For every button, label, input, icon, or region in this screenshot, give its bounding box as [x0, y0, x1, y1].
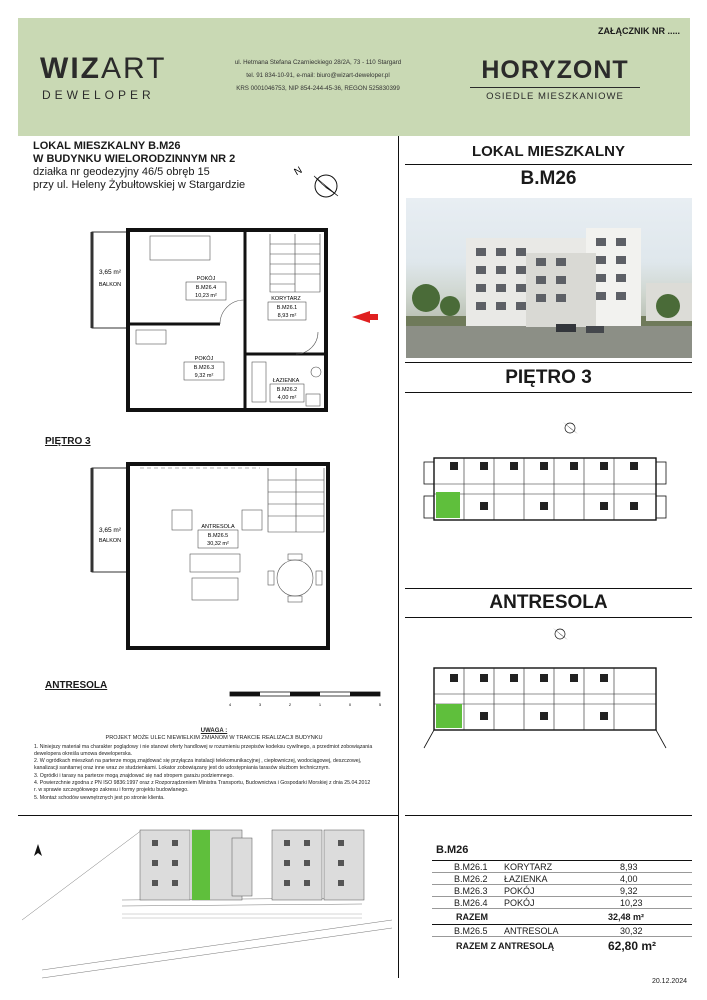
- wizart-logo: [40, 52, 166, 102]
- logo-main-light: ART: [100, 52, 167, 85]
- unit-line4: przy ul. Heleny Żybułtowskiej w Stargardzie: [33, 179, 246, 191]
- divider-right-1: [405, 362, 692, 363]
- table-row-mezz: [432, 925, 692, 937]
- note-line: 2. W ogródkach mieszkań na parterze mogą znajdować się przyłącza instalacji telekomunikacyjnej , ciepłowniczej, wodociągowej, deszczowej,: [34, 758, 362, 765]
- table-row: [432, 897, 692, 909]
- row-code: B.M26.2: [454, 873, 488, 884]
- unit-line3: działka nr geodezyjny 46/5 obręb 15: [33, 166, 210, 178]
- row-code: B.M26.1: [454, 861, 488, 872]
- room-antresola-code: B.M26.5: [207, 533, 229, 539]
- document-date: 20.12.2024: [651, 978, 687, 985]
- divider-right-3: [405, 588, 692, 589]
- room-lazienka-name: ŁAZIENKA: [272, 378, 300, 384]
- row-code: B.M26.4: [454, 897, 488, 908]
- room-antresola-name: ANTRESOLA: [201, 524, 235, 530]
- unit-line2: W BUDYNKU WIELORODZINNYM NR 2: [33, 153, 236, 165]
- site-building-highlight: [192, 830, 210, 900]
- scale-tick-2: 2: [288, 702, 292, 707]
- contact-address: ul. Hetmana Stefana Czarnieckiego 28/2A, 73 - 110 Stargard: [234, 59, 402, 66]
- keyplan-floor3-highlight: [436, 492, 460, 518]
- horyzont-logo: [470, 56, 640, 102]
- right-title: LOKAL MIESZKALNY: [471, 143, 626, 160]
- balcony-area-mezz: 3,65 m²: [98, 527, 122, 534]
- balcony-label-mezz: BALKON: [98, 538, 122, 544]
- divider-right-top: [405, 164, 692, 165]
- table-row: [432, 885, 692, 897]
- table-sum-row: [432, 909, 692, 925]
- row-name: POKÓJ: [504, 885, 535, 896]
- north-letter: N: [292, 164, 305, 179]
- brand-sub: OSIEDLE MIESZKANIOWE: [470, 87, 640, 102]
- area-table: [432, 840, 692, 955]
- logo-main-bold: WIZ: [40, 52, 101, 85]
- contact-info: [218, 56, 418, 95]
- row-name: KORYTARZ: [504, 861, 553, 872]
- row-area: 9,32: [620, 885, 638, 896]
- divider-right-2: [405, 392, 692, 393]
- building-render: [406, 198, 692, 358]
- divider-right-4: [405, 617, 692, 618]
- north-arrow-icon: [292, 162, 342, 206]
- note-line: r. w sprawie szczegółowego zakresu i formy projektu budowlanego.: [34, 787, 189, 794]
- row-area: 8,93: [620, 861, 638, 872]
- notes-subtitle: PROJEKT MOŻE ULEC NIEWIELKIM ZMIANOM W TRAKCIE REALIZACJI BUDYNKU: [105, 735, 323, 742]
- room-pokoj-b-name: POKÓJ: [194, 356, 214, 362]
- table-total-row: [432, 937, 692, 955]
- total-value: 62,80 m²: [608, 939, 657, 953]
- right-floor3: PIĘTRO 3: [505, 367, 592, 388]
- note-line: kanalizacji sanitarnej oraz inne wraz ze studzienkami. Lokator zobowiązany jest do udostępniania tarasów służbom technicznym.: [34, 765, 330, 772]
- divider-right-bottom: [405, 815, 692, 816]
- unit-line1: LOKAL MIESZKALNY B.M26: [33, 140, 181, 152]
- sum-value: 32,48 m²: [608, 911, 645, 922]
- divider-vertical: [398, 136, 399, 978]
- attachment-label: ZAŁĄCZNIK NR .....: [598, 26, 680, 36]
- note-line: 4. Powierzchnie zgodna z PN ISO 9836:1997 oraz z Rozporządzeniem Ministra Transportu, Budownictwa i Gospodarki Morskiej z dnia 25.04.2012: [34, 780, 371, 787]
- sum-label: RAZEM: [456, 911, 488, 922]
- room-lazienka-code: B.M26.2: [276, 387, 298, 393]
- notes-title: UWAGA :: [200, 728, 228, 734]
- table-row: [432, 861, 692, 873]
- scale-tick-4: 0: [348, 702, 352, 707]
- floor3-label: PIĘTRO 3: [45, 436, 91, 447]
- row-area: 10,23: [620, 897, 643, 908]
- divider-left-bottom: [18, 815, 398, 816]
- room-pokoj-b-area: 9,32 m²: [194, 373, 214, 379]
- balcony-area-top: 3,65 m²: [98, 269, 122, 276]
- mezz-label: ANTRESOLA: [45, 680, 108, 691]
- room-korytarz-area: 8,93 m²: [277, 313, 297, 319]
- room-pokoj-b-code: B.M26.3: [193, 365, 215, 371]
- unit-description: [33, 140, 245, 192]
- mezzanine-plan: [80, 458, 380, 658]
- total-label: RAZEM Z ANTRESOLĄ: [456, 941, 555, 951]
- row-name: ŁAZIENKA: [504, 873, 548, 884]
- keyplan-floor3: [420, 418, 670, 546]
- site-plan: [22, 820, 396, 980]
- keyplan-mezzanine: [420, 624, 670, 754]
- contact-phone: tel. 91 834-10-91, e-mail: biuro@wizart-deweloper.pl: [246, 72, 390, 79]
- scale-tick-5: 5: [378, 702, 382, 707]
- note-line: dewelopera określa umowa deweloperska.: [34, 750, 133, 757]
- floor3-plan: [80, 222, 380, 434]
- keyplan-mezz-highlight: [436, 704, 462, 728]
- row-name: POKÓJ: [504, 897, 535, 908]
- room-lazienka-area: 4,00 m²: [277, 395, 297, 401]
- room-korytarz-name: KORYTARZ: [271, 296, 301, 302]
- note-line: 5. Montaż schodów wewnętrznych jest po stronie klienta.: [34, 794, 165, 801]
- brand-title: HORYZONT: [481, 56, 629, 84]
- room-pokoj-a-area: 10,23 m²: [195, 293, 217, 299]
- mezz-name: ANTRESOLA: [504, 925, 559, 936]
- note-line: 1. Niniejszy materiał ma charakter poglądowy i nie stanowi oferty handlowej w rozumieniu przepisów kodeksu cywilnego, a przedmiot zobowiązania: [34, 743, 373, 750]
- scale-tick-1: 3: [258, 702, 262, 707]
- scale-tick-3: 1: [318, 702, 322, 707]
- scale-bar: [226, 688, 388, 710]
- room-antresola-area: 30,32 m²: [207, 541, 229, 547]
- header-banner: [18, 18, 690, 136]
- row-area: 4,00: [620, 873, 638, 884]
- balcony-label-top: BALKON: [98, 282, 122, 288]
- note-line: 3. Ogródki i tarasy na parterze mogą znajdować się nad stropem garażu podziemnego.: [34, 772, 234, 779]
- mezz-code: B.M26.5: [454, 925, 488, 936]
- mezz-area: 30,32: [620, 925, 643, 936]
- right-code: B.M26: [520, 168, 577, 189]
- table-head: B.M26: [432, 840, 692, 861]
- room-pokoj-a-name: POKÓJ: [196, 276, 216, 282]
- room-pokoj-a-code: B.M26.4: [195, 285, 217, 291]
- contact-ids: KRS 0001046753, NIP 854-244-45-36, REGON 525830399: [236, 85, 400, 92]
- logo-sub: DEWELOPER: [42, 88, 155, 102]
- row-code: B.M26.3: [454, 885, 488, 896]
- room-korytarz-code: B.M26.1: [276, 305, 298, 311]
- right-mezz: ANTRESOLA: [489, 592, 608, 613]
- scale-tick-0: 4: [228, 702, 232, 707]
- table-row: [432, 873, 692, 885]
- notes-box: [30, 728, 398, 802]
